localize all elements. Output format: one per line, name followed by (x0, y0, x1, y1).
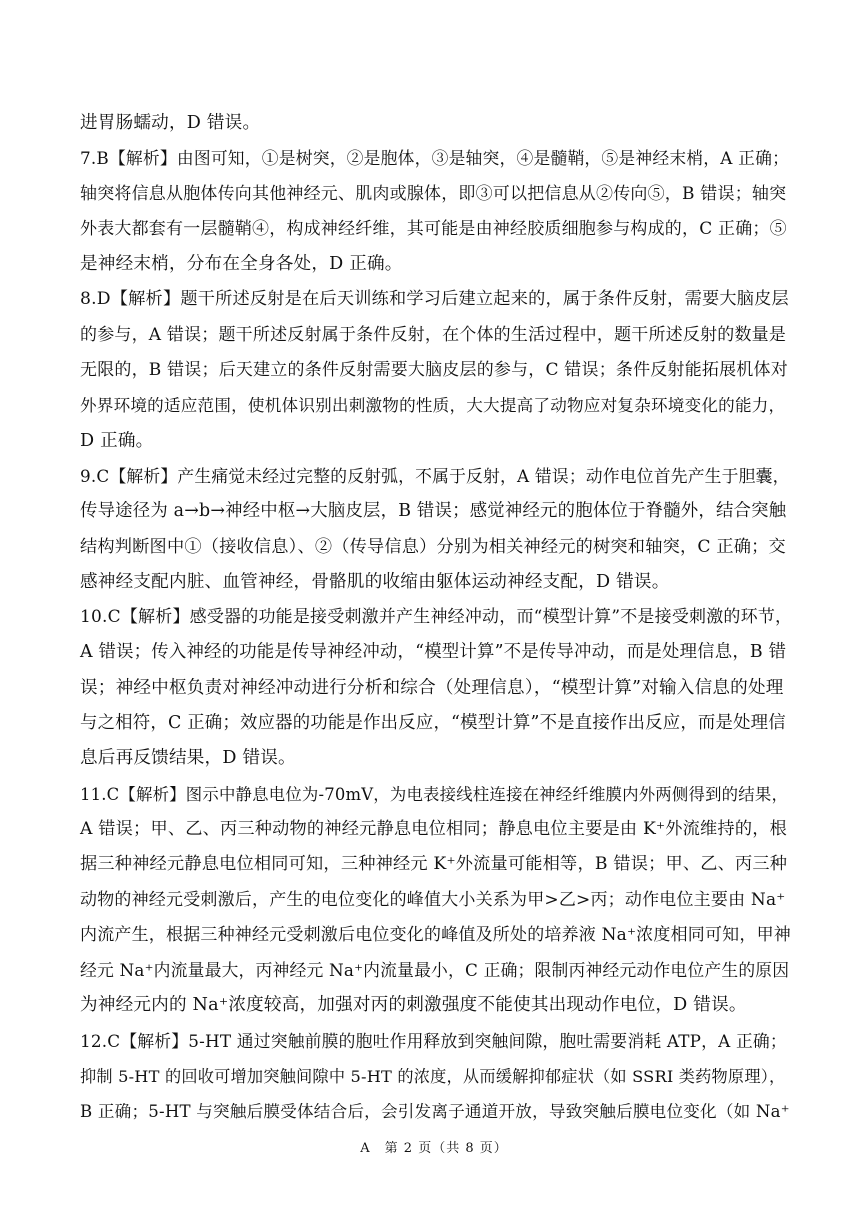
text-line: 经元 Na⁺内流量最大，丙神经元 Na⁺内流量最小，C 正确；限制丙神经元动作电位产生的原因 (80, 960, 790, 981)
text-line: 外表大都套有一层髓鞘④，构成神经纤维，其可能是由神经胶质细胞参与构成的，C 正确；⑤ (80, 218, 787, 239)
text-line: 进胃肠蠕动，D 错误。 (80, 113, 261, 133)
text-line: B 正确；5-HT 与突触后膜受体结合后，会引发离子通道开放，导致突触后膜电位变化（如 Na⁺ (80, 1102, 790, 1122)
text-line: 抑制 5-HT 的回收可增加突触间隙中 5-HT 的浓度，从而缓解抑郁症状（如 SSRI 类药物原理）， (80, 1067, 786, 1087)
text-line: 11.C【解析】图示中静息电位为-70mV，为电表接线柱连接在神经纤维膜内外两侧得到的结果， (80, 784, 789, 804)
text-line: 8.D【解析】题干所述反射是在后天训练和学习后建立起来的，属于条件反射，需要大脑皮层 (80, 289, 789, 310)
text-line: 息后再反馈结果，D 错误。 (80, 748, 296, 769)
text-line: 7.B【解析】由图可知，①是树突，②是胞体，③是轴突，④是髓鞘，⑤是神经末梢，A 正确； (80, 148, 790, 169)
text-line: 结构判断图中①（接收信息）、②（传导信息）分别为相关神经元的树突和轴突，C 正确；交 (80, 536, 786, 557)
text-line: 是神经末梢，分布在全身各处，D 正确。 (80, 254, 403, 275)
text-line: 动物的神经元受刺激后，产生的电位变化的峰值大小关系为甲>乙>丙；动作电位主要由 Na⁺ (80, 889, 786, 910)
text-line: 传导途径为 a→b→神经中枢→大脑皮层，B 错误；感觉神经元的胞体位于脊髓外，结合突触 (80, 501, 787, 522)
text-line: D 正确。 (80, 430, 154, 451)
text-line: 9.C【解析】产生痛觉未经过完整的反射弧，不属于反射，A 错误；动作电位首先产生于胆囊， (80, 465, 790, 486)
text-line: 内流产生，根据三种神经元受刺激后电位变化的峰值及所处的培养液 Na⁺浓度相同可知，甲神 (80, 924, 791, 945)
text-line: 感神经支配内脏、血管神经，骨骼肌的收缩由躯体运动神经支配，D 错误。 (80, 571, 670, 592)
text-line: 轴突将信息从胞体传向其他神经元、肌肉或腺体，即③可以把信息从②传向⑤，B 错误；轴突 (80, 183, 787, 204)
text-line: 与之相符，C 正确；效应器的功能是作出反应，“模型计算”不是直接作出反应，而是处理信 (80, 713, 786, 734)
text-line: 误；神经中枢负责对神经冲动进行分析和综合（处理信息），“模型计算”对输入信息的处理 (80, 677, 784, 698)
text-line: A 错误；传入神经的功能是传导神经冲动，“模型计算”不是传导冲动，而是处理信息，B 错 (80, 642, 787, 663)
text-line: 无限的，B 错误；后天建立的条件反射需要大脑皮层的参与，C 错误；条件反射能拓展机体对 (80, 360, 788, 381)
text-line: 10.C【解析】感受器的功能是接受刺激并产生神经冲动，而“模型计算”不是接受刺激的环节， (80, 607, 793, 628)
text-line: A 错误；甲、乙、丙三种动物的神经元静息电位相同；静息电位主要是由 K⁺外流维持的，根 (80, 818, 787, 839)
page-footer: A 第 2 页（共 8 页） (360, 1141, 508, 1156)
text-line: 为神经元内的 Na⁺浓度较高，加强对丙的刺激强度不能使其出现动作电位，D 错误。 (80, 995, 747, 1016)
text-line: 12.C【解析】5-HT 通过突触前膜的胞吐作用释放到突触间隙，胞吐需要消耗 ATP，A 正确； (80, 1030, 787, 1051)
text-line: 外界环境的适应范围，使机体识别出刺激物的性质，大大提高了动物应对复杂环境变化的能力， (80, 396, 786, 416)
text-line: 据三种神经元静息电位相同可知，三种神经元 K⁺外流量可能相等，B 错误；甲、乙、丙三种 (80, 854, 788, 875)
answer-text-body (80, 106, 792, 1130)
text-line: 的参与，A 错误；题干所述反射属于条件反射，在个体的生活过程中，题干所述反射的数量是 (80, 324, 787, 345)
